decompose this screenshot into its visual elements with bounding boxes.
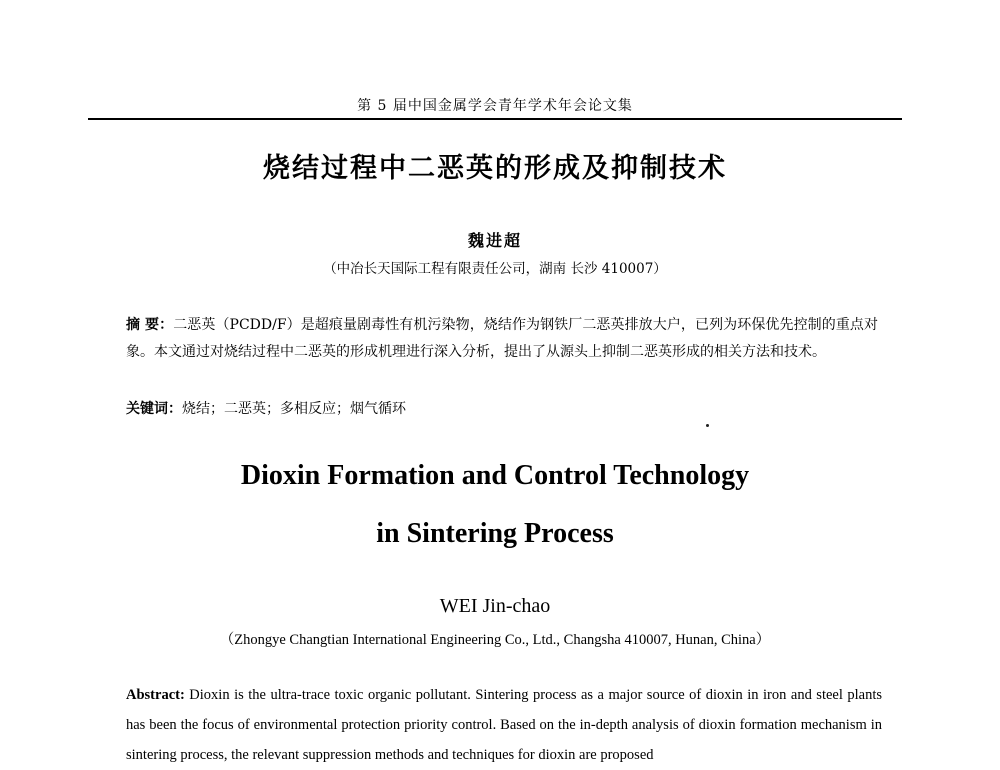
english-affiliation: （Zhongye Changtian International Engineering Co., Ltd., Changsha 410007, Hunan, China） <box>219 632 771 648</box>
english-abstract-text: Dioxin is the ultra-trace toxic organic pollutant. Sintering process as a major source of dioxin in iron and steel plants has been the focus of environmental protection priority control. Based on the in-depth analysis of dioxin formation mechanism in sintering process, the relevant suppression methods and techniques for dioxin are proposed <box>126 687 883 763</box>
chinese-abstract-text: 二恶英（PCDD/F）是超痕量剧毒性有机污染物，烧结作为钢铁厂二恶英排放大户，已列为环保优先控制的重点对象。本文通过对烧结过程中二恶英的形成机理进行深入分析，提出了从源头上抑制二恶英形成的相关方法和技术。 <box>126 317 878 360</box>
chinese-keywords-text: 烧结；二恶英；多相反应；烟气循环 <box>182 401 406 417</box>
english-author: WEI Jin-chao <box>439 595 551 617</box>
running-header: 第 5 届中国金属学会青年学术年会论文集 <box>357 98 633 114</box>
chinese-abstract <box>126 312 878 366</box>
english-abstract <box>126 680 882 770</box>
header-rule <box>88 118 902 120</box>
chinese-keywords <box>126 398 878 420</box>
chinese-abstract-label: 摘 要： <box>126 317 174 333</box>
chinese-affiliation: （中冶长天国际工程有限责任公司，湖南 长沙 410007） <box>323 261 667 277</box>
stray-dot <box>706 424 709 427</box>
english-title-line-2: in Sintering Process <box>376 518 614 549</box>
chinese-title: 烧结过程中二恶英的形成及抑制技术 <box>263 153 727 184</box>
chinese-author: 魏进超 <box>467 231 522 250</box>
english-title-line-1: Dioxin Formation and Control Technology <box>240 460 750 491</box>
chinese-keywords-label: 关键词： <box>126 401 182 417</box>
english-abstract-label: Abstract: <box>126 687 185 703</box>
